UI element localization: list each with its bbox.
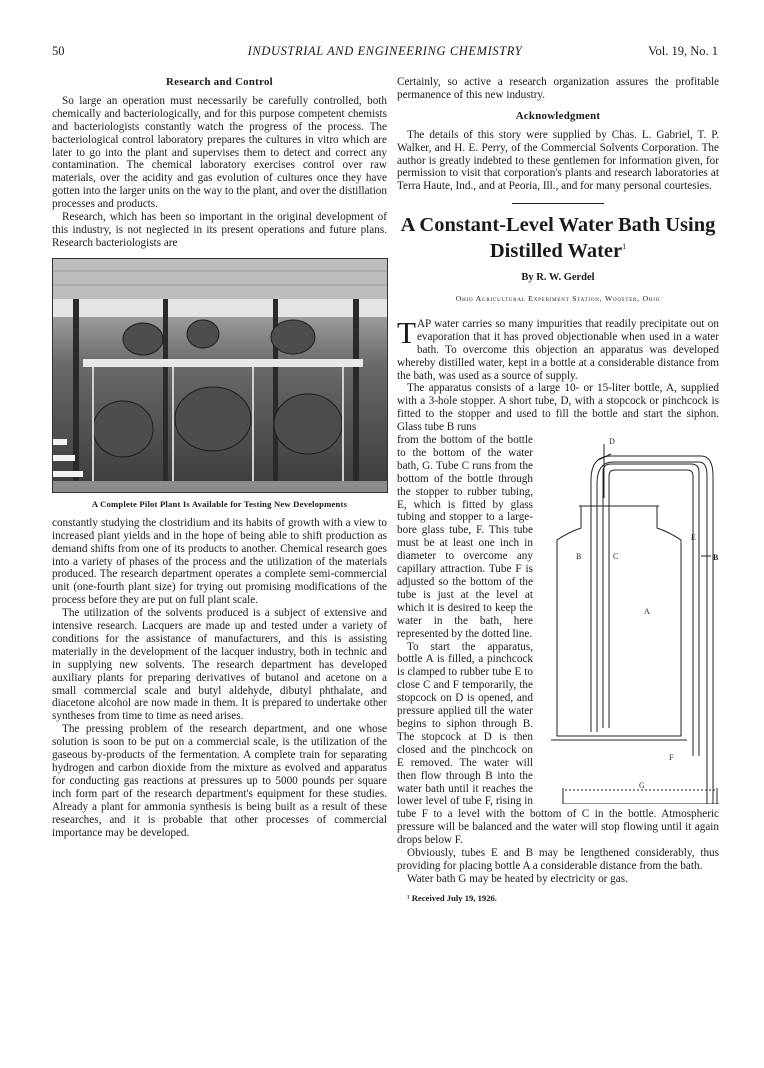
label-d: D	[609, 437, 615, 447]
label-b-left: B	[576, 552, 582, 562]
page-number: 50	[52, 44, 65, 58]
paragraph: constantly studying the clostridium and its habits of growth with a view to increased plant yields and in the hope of being able to shift production as demand shifts from one of its products to another. Chemical research goes into a variety of phases of the process and the utilization of the materials produced. The research department operates a complete semi-commercial unit (one-fourth plant size) for trying out promising modifications of the process before they are put on full plant scale.	[52, 516, 387, 607]
label-c: C	[613, 552, 619, 562]
section-divider	[512, 203, 604, 204]
acknowledgment-heading: Acknowledgment	[515, 109, 601, 122]
paragraph: from the bottom of the bottle to the bottom of the water bath, G. Tube C runs from the bottom of the bottle through the stopper to rubber tubing, E, which is fitted by glass tubing and stopper to a large-bore glass tube, F. This tube must be at least one inch in diameter to overcome any capillary attraction. Tube F is adjusted so the bottom of the tube is just at the level at which it is desired to keep the water in the bath, here represented by the dotted line.	[397, 434, 533, 640]
paragraph: The apparatus consists of a large 10- or 15-liter bottle, A, supplied with a 3-hole stopper. A short tube, D, with a stopcock or pinchcock is fitted to the stopper and used to fill the bottle and start the siphon. Glass tube B runs	[397, 382, 719, 434]
paragraph: Water bath G may be heated by electricity or gas.	[407, 872, 628, 885]
paragraph: The utilization of the solvents produced is a subject of extensive and intensive research. Lacquers are made up and tested under a variety of conditions for the assistance of manufacturers, and this is assisting materially in the development of the lacquer industry, both in technic and in supplying new solvents. The research department has developed auxiliary plants for preparing derivatives of butanol and acetone on a small commercial scale and butyl aldehyde, dibutyl phthalate, and diacetone alcohol are now made in them. It is prepared to undertake other syntheses from time to time as need arises.	[52, 607, 387, 723]
label-f: F	[669, 753, 674, 763]
photo-caption: A Complete Pilot Plant Is Available for Testing New Developments	[91, 498, 348, 509]
byline: By R. W. Gerdel	[521, 272, 595, 284]
intro-paragraph: TAP water carries so many impurities that readily precipitate out on evaporation that it has proved objectionable when used in a water bath. To overcome this objection an apparatus was developed whereby distilled water, kept in a bottle at a considerable distance from the bath, was used as a source of supply.	[397, 314, 719, 382]
tube-c	[603, 464, 699, 756]
volume-info: Vol. 19, No. 1	[648, 44, 718, 58]
left-column	[52, 76, 387, 839]
label-g: G	[639, 781, 645, 791]
label-b-right: B	[713, 553, 719, 563]
running-header	[52, 44, 718, 62]
affiliation: Ohio Agricultural Experiment Station, Wooster, Ohio	[455, 293, 661, 303]
paragraph: Research, which has been so important in the original development of this industry, is not neglected in its present operations and future plans. Research bacteriologists are	[52, 211, 387, 249]
article-title: A Constant-Level Water Bath Using Distilled Water$^1$	[400, 214, 716, 263]
journal-title: INDUSTRIAL AND ENGINEERING CHEMISTRY	[247, 44, 523, 58]
label-e: E	[691, 533, 696, 543]
paragraph: To start the apparatus, bottle A is filled, a pinchcock is clamped to rubber tube E to close C and F temporarily, the stopcock on D is opened, and pressure applied till the water begins to siphon through B. The stopcock at D is then closed and the pinchcock on E removed. The water will then flow through B into the water bath until it reaches the lower level of tube F, rising in tube F to a level with the bottom of C in the bottle. Atmospheric pressure will be balanced and the water will stop flowing until it again drops below F.	[397, 640, 719, 847]
bottle-a	[557, 506, 681, 736]
paragraph: The pressing problem of the research department, and one whose solution is soon to be put on a commercial scale, is the utilization of the gaseous by-products of the fermentation. A complete train for separating hydrogen and carbon dioxide from the mixture as evolved and apparatus for conducting gas reactions at pressures up to 5000 pounds per square inch form part of the research department's equipment for these studies. Already a plant for ammonia synthesis is being built as a result of these researches, and it is probable that other processes of commercial importance may be developed.	[52, 723, 387, 839]
label-a: A	[644, 607, 650, 617]
apparatus-diagram	[541, 436, 719, 804]
pilot-plant-photo	[52, 258, 388, 493]
paragraph: Certainly, so active a research organization assures the profitable permanence of this new industry.	[397, 76, 719, 101]
paragraph: The details of this story were supplied by Chas. L. Gabriel, T. P. Walker, and H. E. Perry, of the Commercial Solvents Corporation. The author is greatly indebted to these gentlemen for information given, for permission to visit that corporation's plants and research laboratories at Terra Haute, Ind., and at Peoria, Ill., and for many personal courtesies.	[397, 128, 719, 193]
paragraph: So large an operation must necessarily be carefully controlled, both chemically and bacteriologically, and for this purpose competent chemists and bacteriologists constantly watch the progress of the process. The bacteriological control laboratory prepares the cultures in vitro which are later to go into the plant and supervises them to detect and correct any contamination. The chemical laboratory exercises control over raw materials, over the acidity and gas evolution of cultures once they have gotten into the larger units on the way to the plant, and over the distillation processes and products.	[52, 94, 387, 211]
section-heading-research: Research and Control	[166, 76, 273, 88]
drop-cap: T	[397, 314, 416, 350]
footnote: ¹ Received July 19, 1926.	[407, 892, 497, 903]
paragraph: Obviously, tubes E and B may be lengthened considerably, thus providing for placing bottle A a considerable distance from the bath.	[397, 847, 719, 872]
right-column	[397, 76, 719, 905]
